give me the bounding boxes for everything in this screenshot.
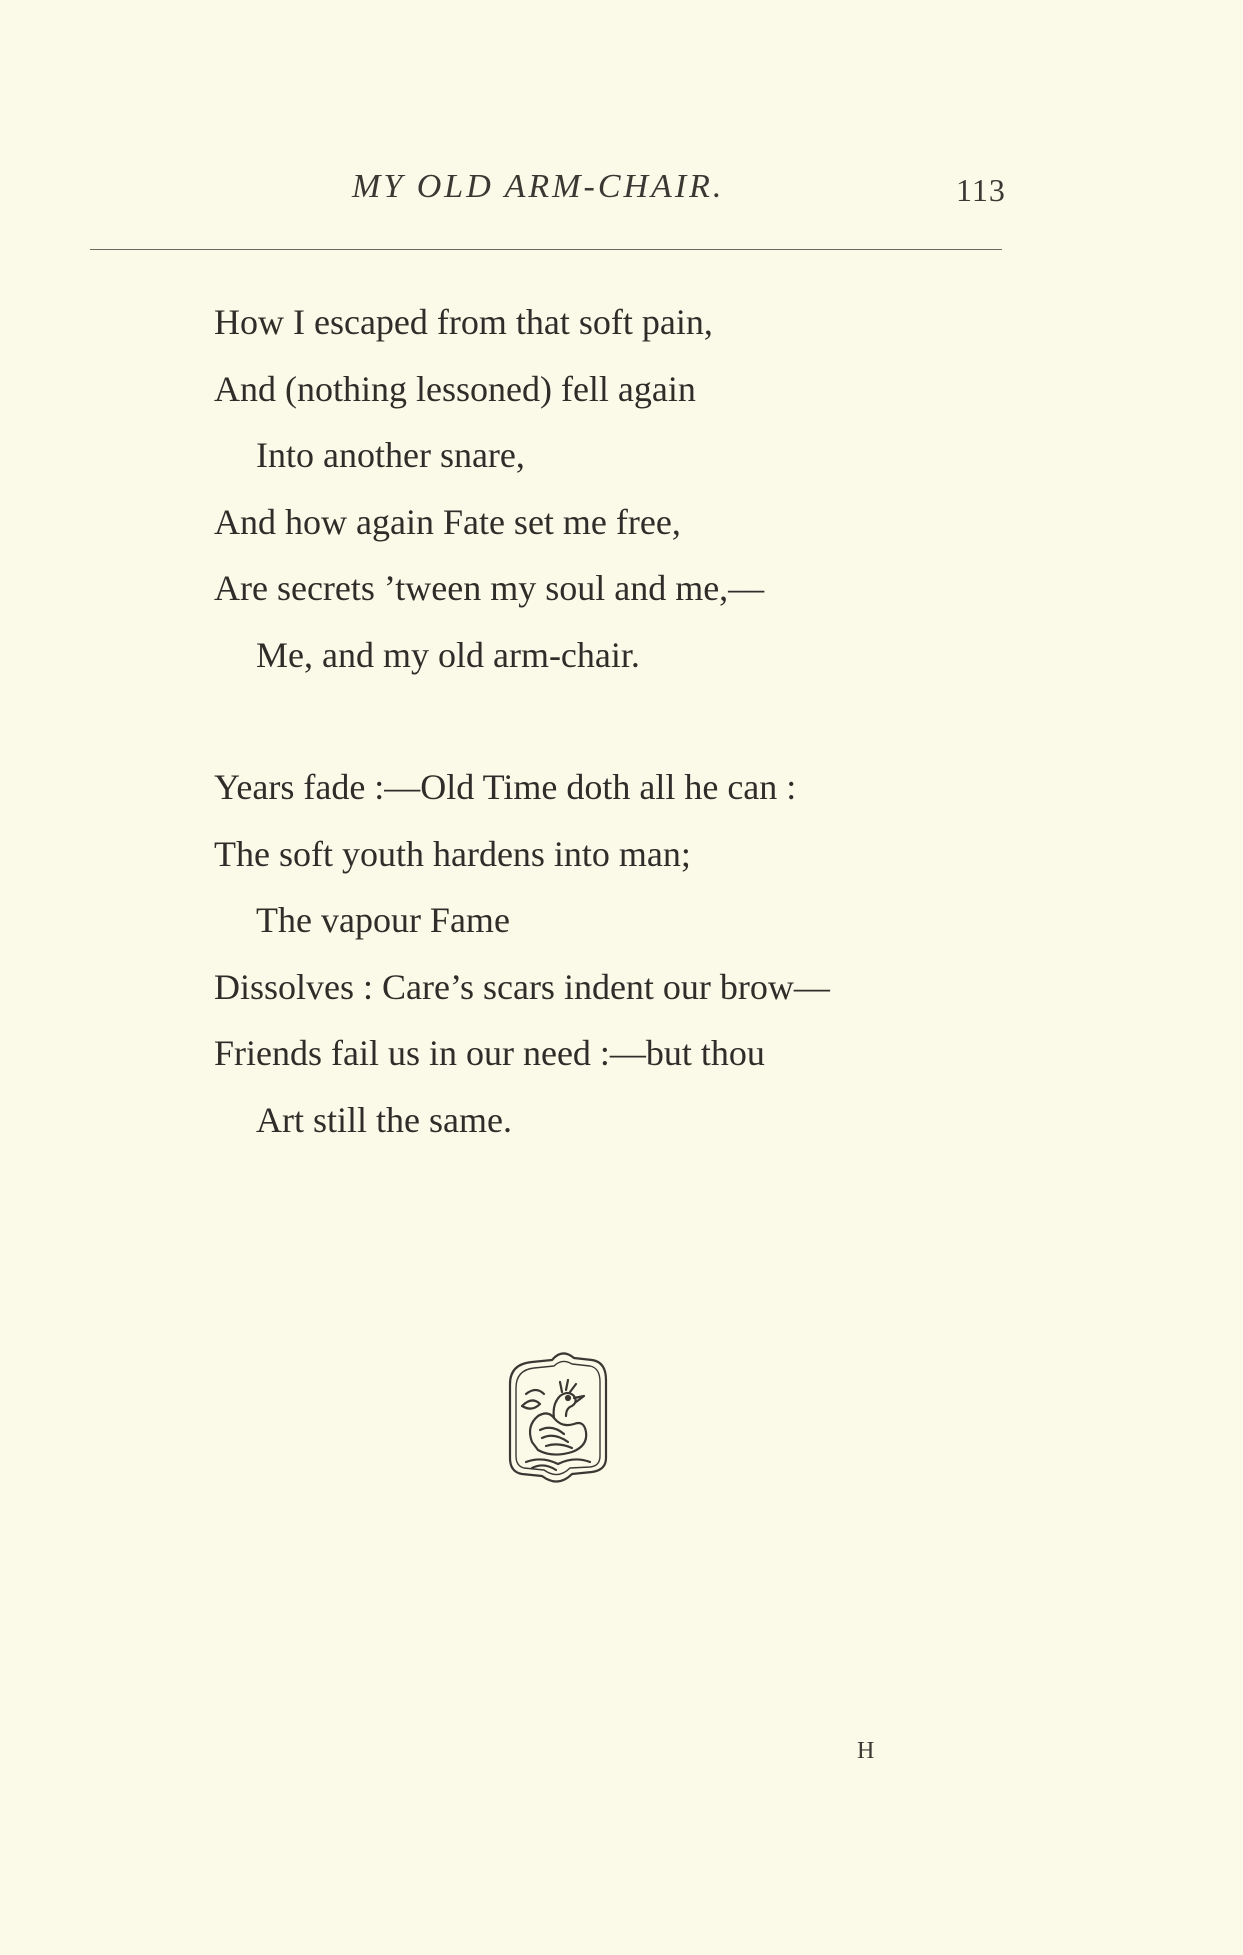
- running-head: [0, 168, 1243, 218]
- verse-line: Dissolves : Care’s scars indent our brow—: [214, 966, 830, 1007]
- header-rule: [90, 249, 1002, 250]
- page-number: 113: [956, 172, 1006, 208]
- stanza-2: [214, 762, 994, 1161]
- verse-line: Are secrets ’tween my soul and me,––: [214, 568, 765, 608]
- verse-line: Into another snare,: [256, 435, 525, 475]
- stanza-1: [214, 297, 994, 696]
- verse-line: And how again Fate set me free,: [214, 501, 681, 542]
- signature-mark: H: [857, 1738, 875, 1764]
- verse-line: The soft youth hardens into man;: [214, 833, 691, 874]
- verse-line: The vapour Fame: [256, 900, 510, 940]
- verse-line: How I escaped from that soft pain,: [214, 302, 713, 342]
- bird-vignette-icon: [492, 1346, 622, 1494]
- verse-line: Art still the same.: [256, 1099, 512, 1140]
- verse-line: Me, and my old arm-chair.: [256, 634, 640, 675]
- verse-line: Friends fail us in our need :—but thou: [214, 1033, 765, 1073]
- verse-line: And (nothing lessoned) fell again: [214, 368, 696, 409]
- running-title: MY OLD ARM-CHAIR.: [352, 168, 725, 205]
- verse-line: Years fade :—Old Time doth all he can :: [214, 767, 797, 807]
